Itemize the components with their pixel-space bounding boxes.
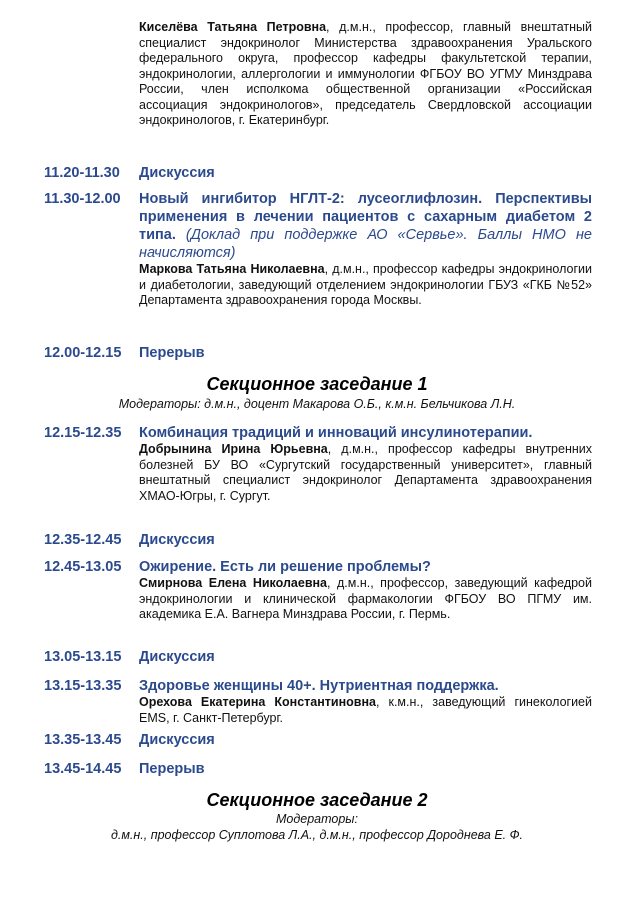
item-title: Дискуссия [139,165,215,181]
speaker-name: Орехова Екатерина Константиновна [139,695,376,709]
talk-note: (Доклад при поддержке АО «Сервье». Баллы НМО не начисляются) [139,227,592,261]
time-slot: 11.20-11.30 [44,165,120,181]
speaker-name: Смирнова Елена Николаевна [139,576,327,590]
item-title [139,190,592,262]
speaker-info: , д.м.н., профессор кафедры эндокринологии и диабетологии, заведующий отделением эндокринологии ГБУЗ «ГКБ №52» Департамента здравоохранения города Москвы. [139,262,592,307]
item-title: Здоровье женщины 40+. Нутриентная поддержка. [139,678,499,694]
item-title: Перерыв [139,345,205,361]
talk-title: Новый ингибитор НГЛТ-2: лусеоглифлозин. Перспективы применения в лечении пациентов с сахарным диабетом 2 типа. [139,191,592,243]
time-slot: 12.00-12.15 [44,345,122,361]
item-title: Дискуссия [139,732,215,748]
speaker-text [139,442,592,504]
time-slot: 12.15-12.35 [44,425,122,441]
session-moderators-label: Модераторы: [276,812,358,826]
speaker-info: , д.м.н., профессор, главный внештатный специалист эндокринолог Министерства здравоохранения Уральского федерального округа, профессор кафедры факультетской терапии, эндокринологии, аллергологии и иммунологии ФГБОУ ВО УГМУ Минздрава России, член исполкома общественной организации «Российская ассоциация эндокринологов», председатель Свердловской ассоциации эндокринологов, г. Екатеринбург. [139,20,592,127]
item-title: Комбинация традиций и инноваций инсулинотерапии. [139,425,533,441]
time-slot: 13.45-14.45 [44,761,122,777]
speaker-text [139,695,592,726]
speaker-info: , к.м.н., заведующий гинекологией EMS, г. Санкт-Петербург. [139,695,592,725]
session-moderators: д.м.н., профессор Суплотова Л.А., д.м.н., профессор Дороднева Е. Ф. [110,828,524,842]
item-title: Перерыв [139,761,205,777]
speaker-info: , д.м.н., профессор, заведующий кафедрой эндокринологии и клинической фармакологии ФГБОУ ВО ПГМУ им. академика Е.А. Вагнера Минздрава России, г. Пермь. [139,576,592,621]
speaker-name: Добрынина Ирина Юрьевна [139,442,328,456]
speaker-text [139,262,592,309]
item-title: Ожирение. Есть ли решение проблемы? [139,559,431,575]
time-slot: 13.35-13.45 [44,732,122,748]
time-slot: 11.30-12.00 [44,191,121,207]
speaker-text [139,576,592,623]
item-title: Дискуссия [139,649,215,665]
session-title: Секционное заседание 2 [206,790,428,810]
time-slot: 13.05-13.15 [44,649,122,665]
speaker-text [139,20,592,129]
speaker-name: Маркова Татьяна Николаевна [139,262,325,276]
speaker-name: Киселёва Татьяна Петровна [139,20,327,34]
speaker-info: , д.м.н., профессор кафедры внутренних болезней БУ ВО «Сургутский государственный университет», главный внештатный специалист эндокринолог Департамента здравоохранения ХМАО-Югры, г. Сургут. [139,442,592,503]
session-moderators: Модераторы: д.м.н., доцент Макарова О.Б., к.м.н. Бельчикова Л.Н. [118,397,516,411]
time-slot: 13.15-13.35 [44,678,122,694]
item-title: Дискуссия [139,532,215,548]
time-slot: 12.45-13.05 [44,559,122,575]
session-title: Секционное заседание 1 [206,374,428,394]
time-slot: 12.35-12.45 [44,532,122,548]
